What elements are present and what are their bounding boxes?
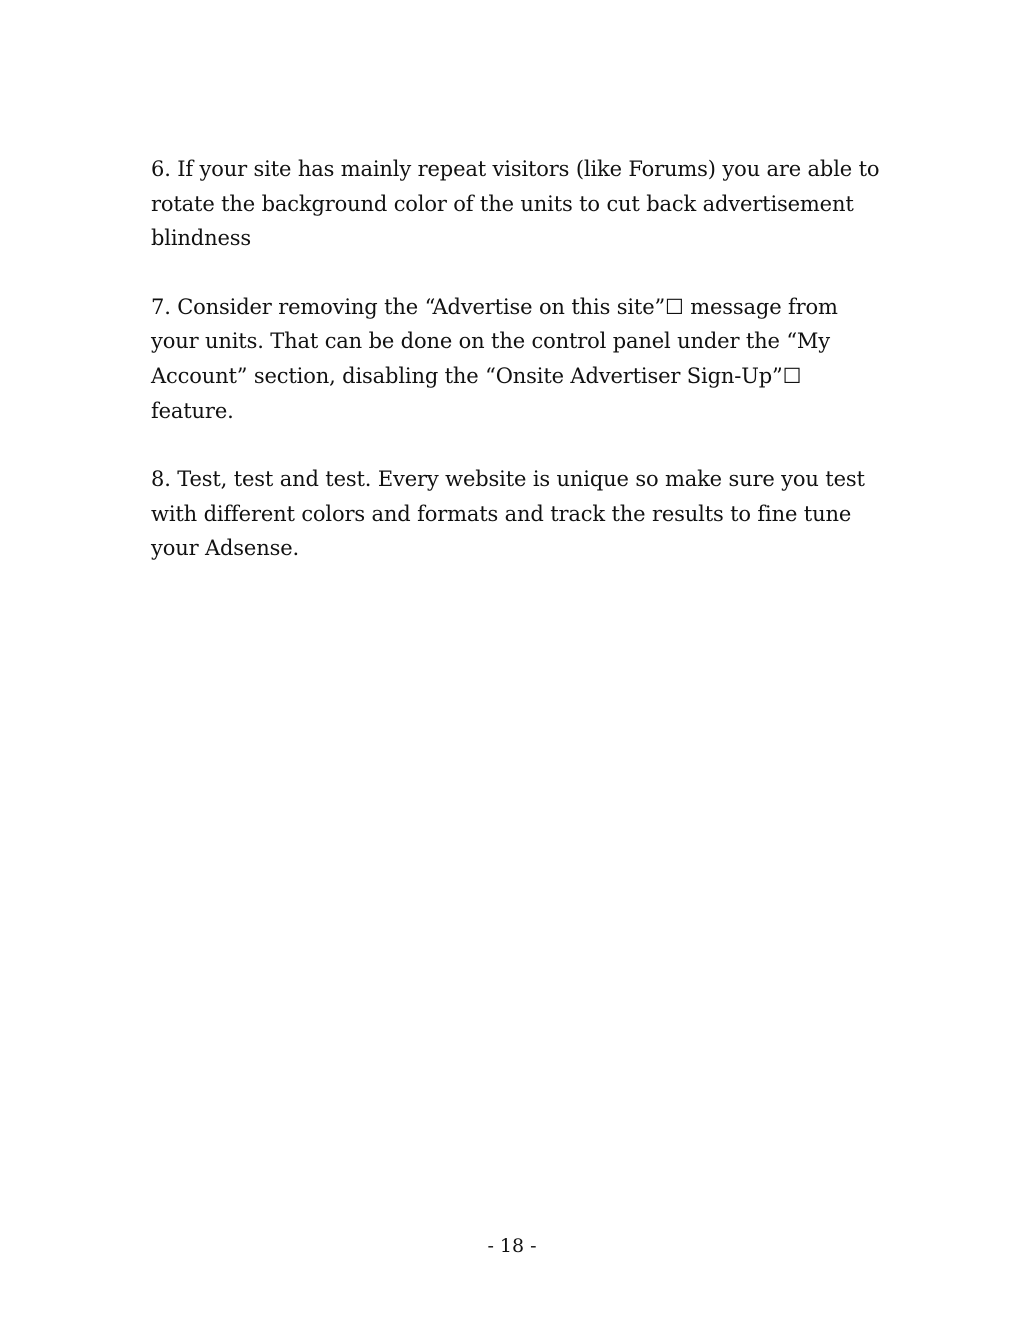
paragraph-tip-8: 8. Test, test and test. Every website is unique so make sure you test with different colors and formats and track the results to fine tune your Adsense. xyxy=(151,467,865,561)
paragraph-tip-7: 7. Consider removing the “Advertise on this site”☐ message from your units. That can be done on the control panel under the “My Account” section, disabling the “Onsite Advertiser Sign-Up”☐ feature. xyxy=(151,294,838,423)
page-number: - 18 - xyxy=(487,1235,537,1257)
page-body xyxy=(151,152,881,600)
paragraph-tip-6: 6. If your site has mainly repeat visitors (like Forums) you are able to rotate the background color of the units to cut back advertisement blindness xyxy=(151,157,880,251)
